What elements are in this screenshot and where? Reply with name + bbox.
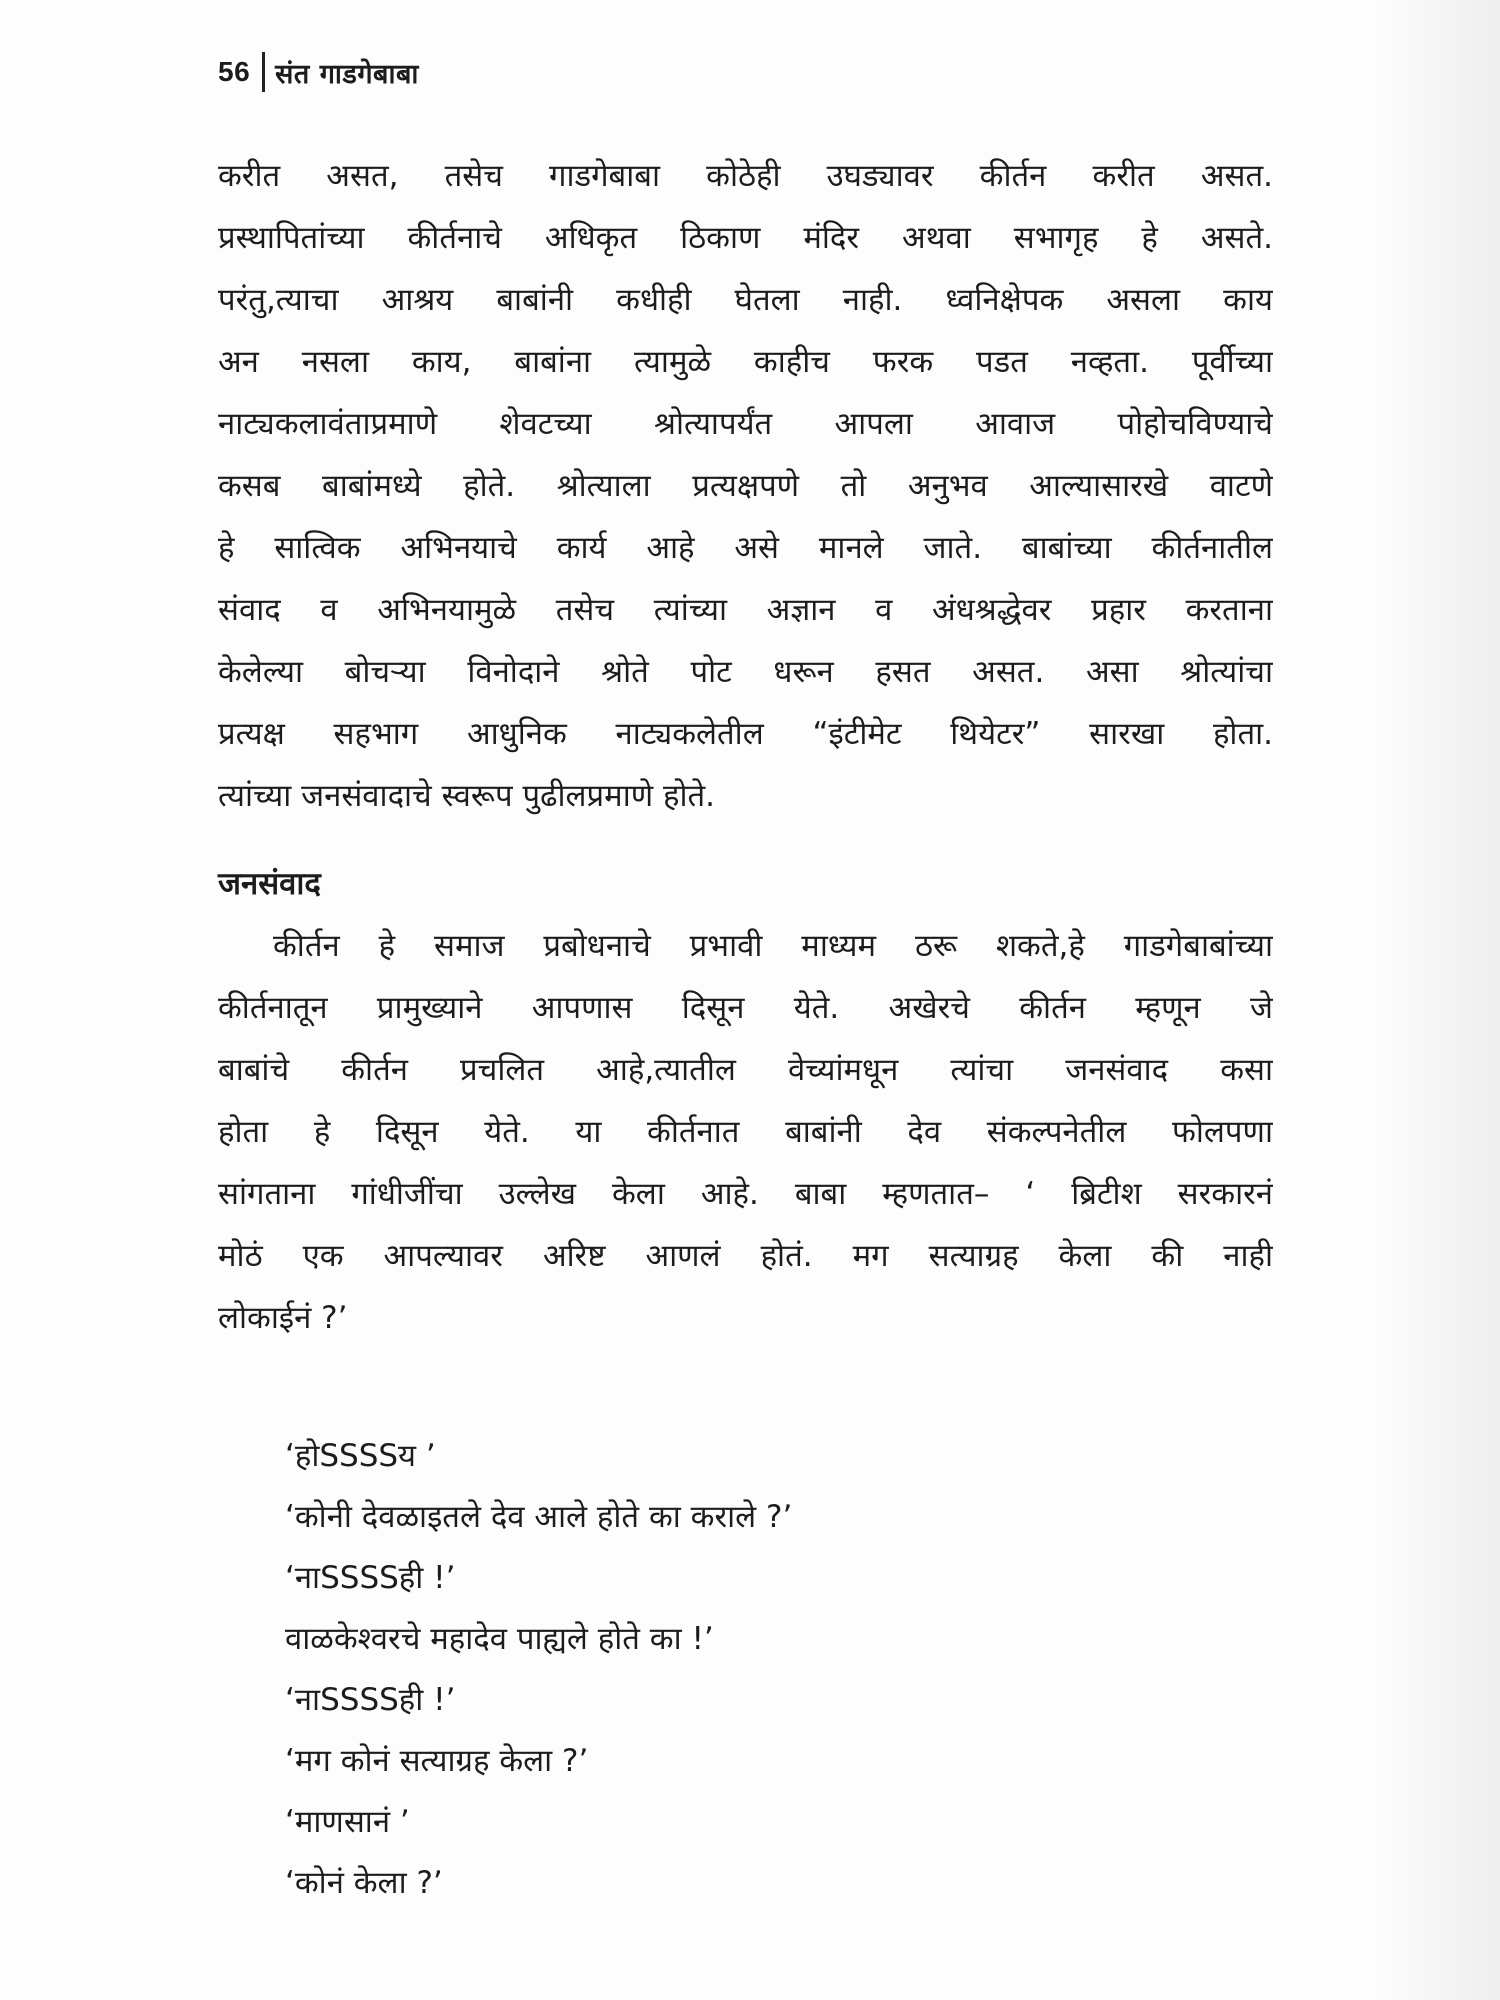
dialogue-line: ‘नाSSSSही !’ — [285, 1682, 456, 1718]
dialogue-line: ‘होSSSSय ’ — [285, 1438, 436, 1474]
paragraph-line: परंतु,त्याचा आश्रय बाबांनी कधीही घेतला नाही. ध्वनिक्षेपक असला काय — [218, 282, 1273, 318]
body-text — [218, 145, 1273, 1349]
scan-edge-shadow — [1370, 0, 1500, 2000]
paragraph-line: कीर्तन हे समाज प्रबोधनाचे प्रभावी माध्यम ठरू शकते,हे गाडगेबाबांच्या — [273, 928, 1273, 964]
paragraph-line: कसब बाबांमध्ये होते. श्रोत्याला प्रत्यक्षपणे तो अनुभव आल्यासारखे वाटणे — [218, 468, 1273, 504]
paragraph-line: होता हे दिसून येते. या कीर्तनात बाबांनी देव संकल्पनेतील फोलपणा — [218, 1114, 1273, 1150]
page-number: 56 — [218, 56, 251, 87]
paragraph-line: लोकाईनं ?’ — [218, 1300, 348, 1336]
paragraph-line: सांगताना गांधीजींचा उल्लेख केला आहे. बाबा म्हणतात– ‘ ब्रिटीश सरकारनं — [218, 1176, 1273, 1212]
paragraph-line: प्रत्यक्ष सहभाग आधुनिक नाट्यकलेतील “इंटीमेट थियेटर” सारखा होता. — [218, 716, 1273, 752]
paragraph-line: अन नसला काय, बाबांना त्यामुळे काहीच फरक पडत नव्हता. पूर्वीच्या — [218, 344, 1273, 380]
paragraph-line: प्रस्थापितांच्या कीर्तनाचे अधिकृत ठिकाण मंदिर अथवा सभागृह हे असते. — [218, 220, 1273, 256]
paragraph-line: बाबांचे कीर्तन प्रचलित आहे,त्यातील वेच्यांमधून त्यांचा जनसंवाद कसा — [218, 1052, 1273, 1088]
paragraph-line: कीर्तनातून प्रामुख्याने आपणास दिसून येते. अखेरचे कीर्तन म्हणून जे — [218, 990, 1273, 1026]
paragraph-line: त्यांच्या जनसंवादाचे स्वरूप पुढीलप्रमाणे होते. — [218, 778, 716, 814]
dialogue-line: ‘कोनी देवळाइतले देव आले होते का कराले ?’ — [285, 1499, 793, 1535]
dialogue-line: ‘मग कोनं सत्याग्रह केला ?’ — [285, 1743, 589, 1779]
section-heading: जनसंवाद — [218, 866, 321, 902]
dialogue-block — [285, 1426, 792, 1914]
paragraph-line: नाट्यकलावंताप्रमाणे शेवटच्या श्रोत्यापर्यंत आपला आवाज पोहोचविण्याचे — [218, 406, 1273, 442]
dialogue-line: ‘माणसानं ’ — [285, 1804, 410, 1840]
paragraph-line: करीत असत, तसेच गाडगेबाबा कोठेही उघड्यावर कीर्तन करीत असत. — [218, 158, 1273, 194]
running-header — [218, 50, 419, 94]
header-divider — [262, 52, 265, 92]
paragraph-line: संवाद व अभिनयामुळे तसेच त्यांच्या अज्ञान व अंधश्रद्धेवर प्रहार करताना — [218, 592, 1273, 628]
paragraph-line: मोठं एक आपल्यावर अरिष्ट आणलं होतं. मग सत्याग्रह केला की नाही — [218, 1238, 1273, 1274]
dialogue-line: वाळकेश्वरचे महादेव पाह्यले होते का !’ — [285, 1621, 714, 1657]
dialogue-line: ‘कोनं केला ?’ — [285, 1865, 443, 1901]
dialogue-line: ‘नाSSSSही !’ — [285, 1560, 456, 1596]
book-title: संत गाडगेबाबा — [275, 58, 419, 90]
paragraph-line: हे सात्विक अभिनयाचे कार्य आहे असे मानले जाते. बाबांच्या कीर्तनातील — [218, 530, 1273, 566]
paragraph-line: केलेल्या बोचऱ्या विनोदाने श्रोते पोट धरून हसत असत. असा श्रोत्यांचा — [218, 654, 1273, 690]
